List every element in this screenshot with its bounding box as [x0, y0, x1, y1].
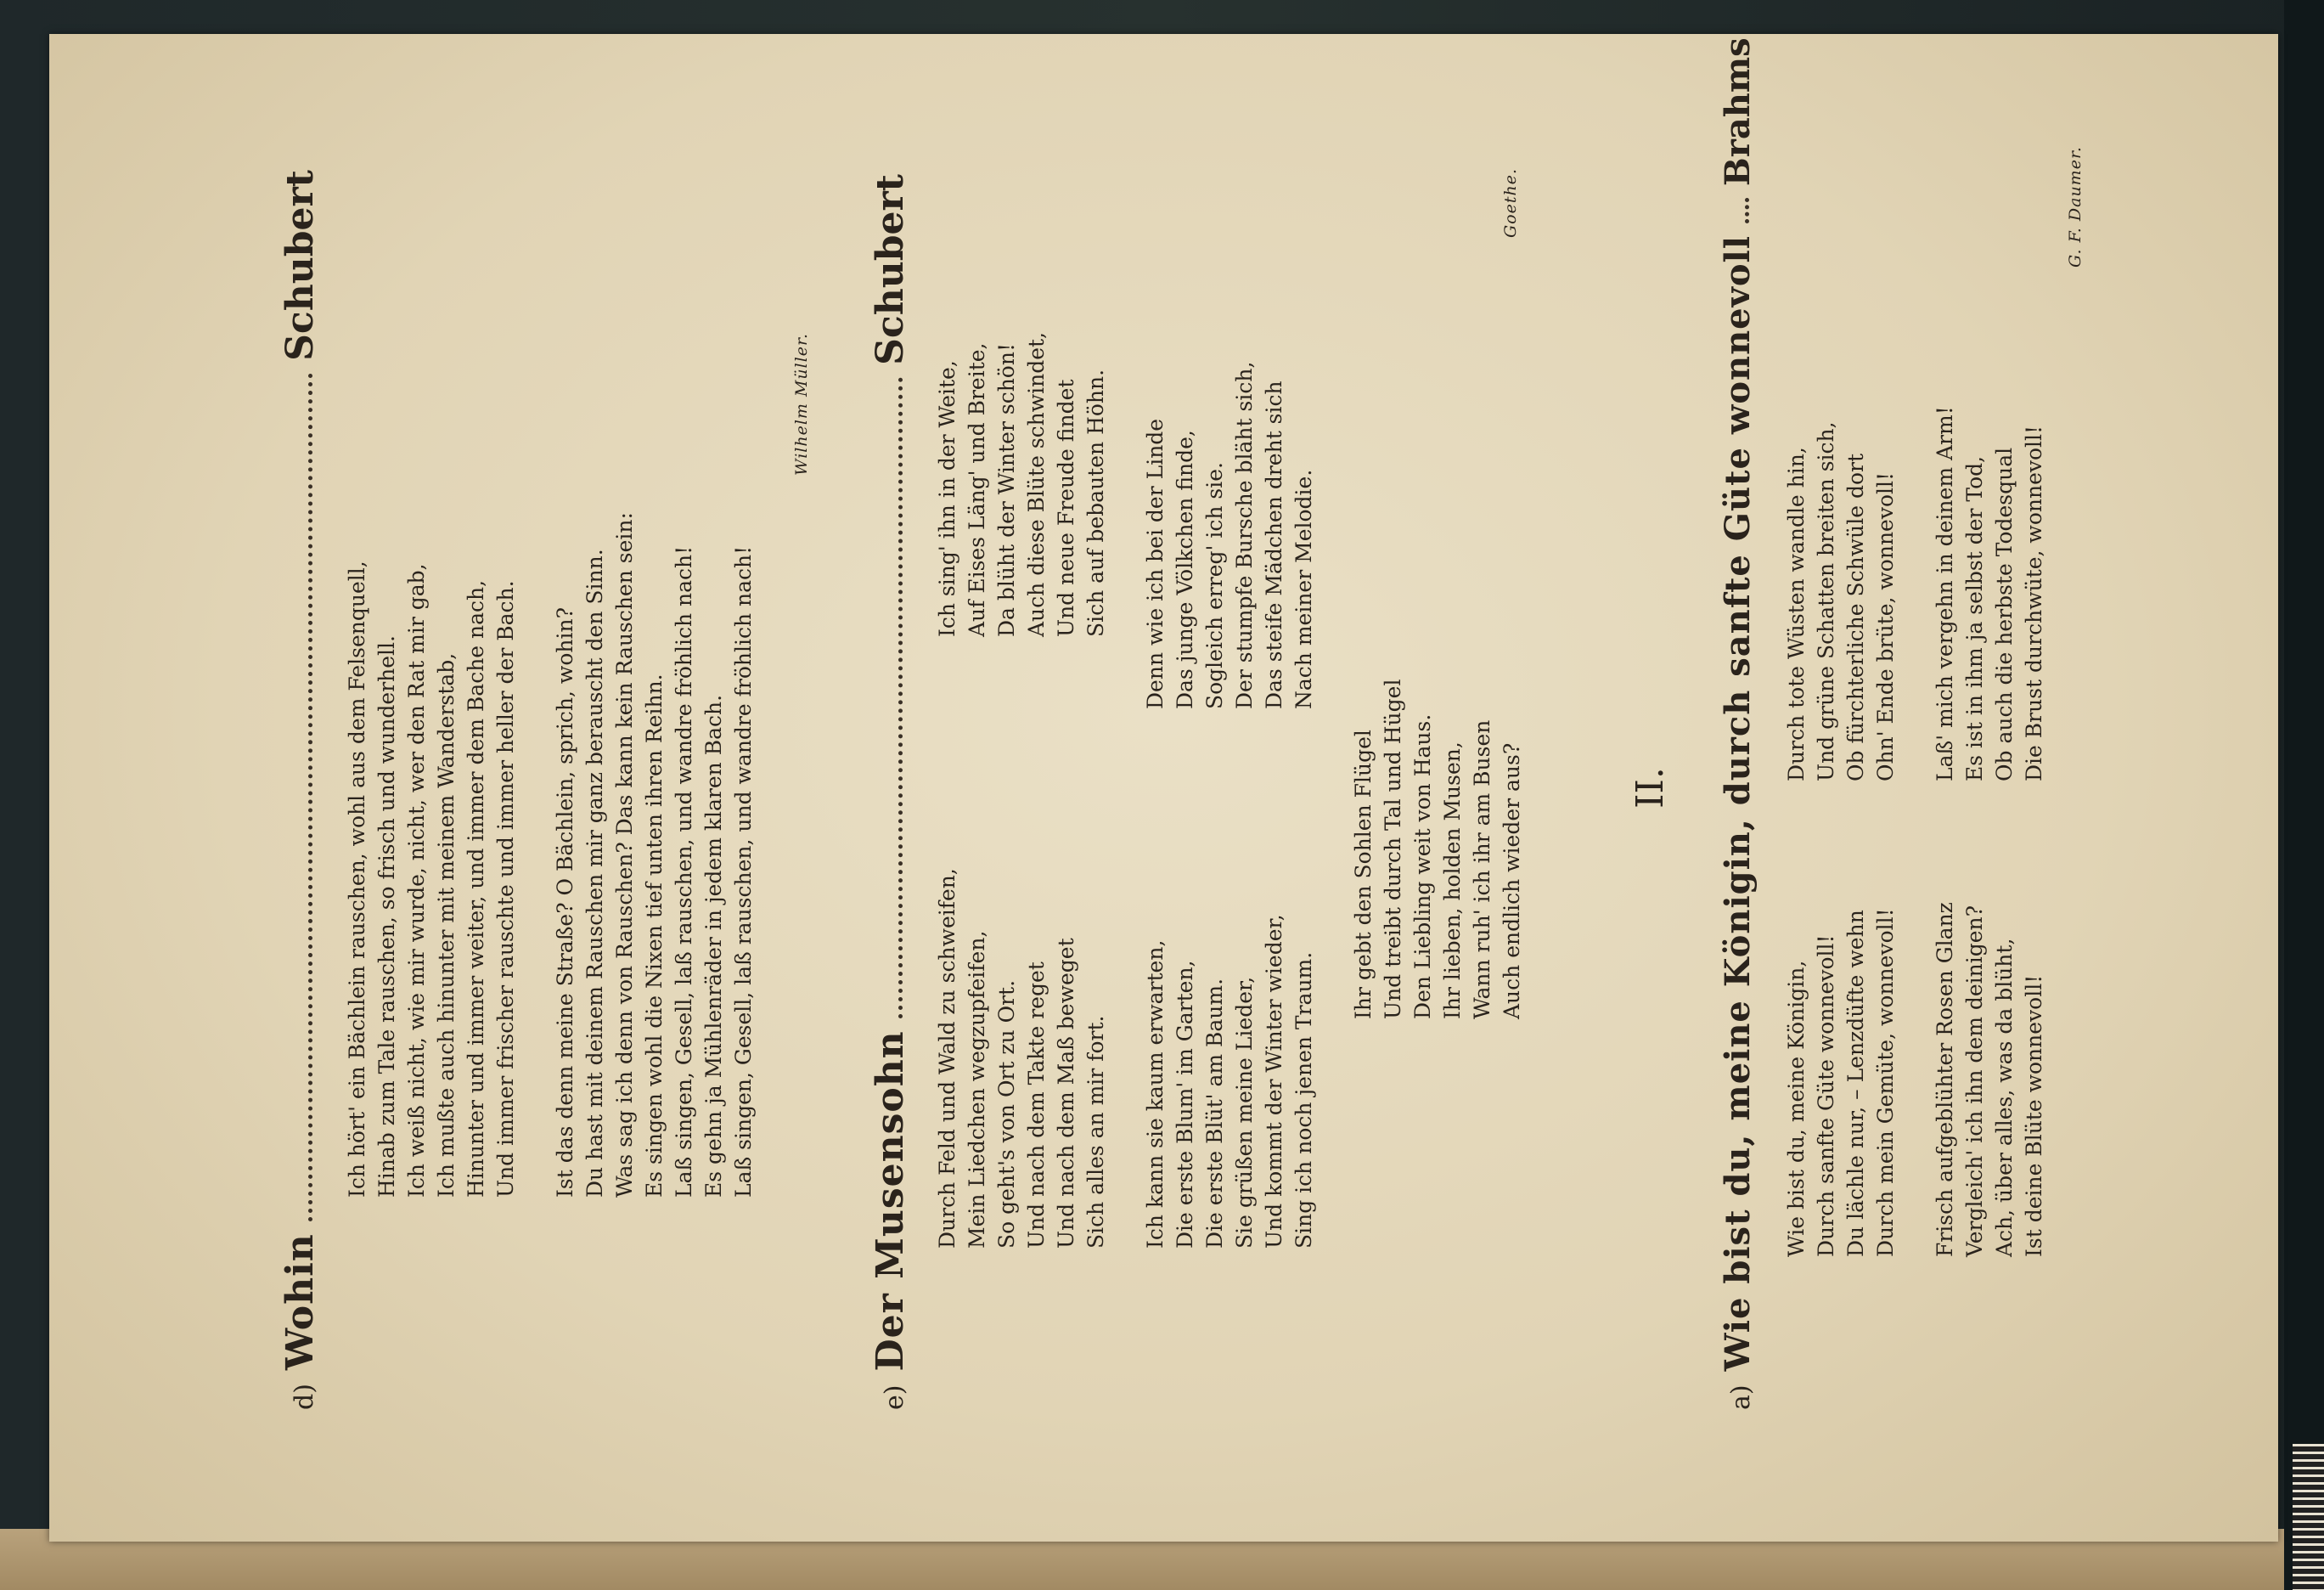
verse-line: Und neue Freude findet — [1054, 379, 1078, 637]
song-d-letter: d) — [290, 1384, 319, 1410]
verse-line: Auch endlich wieder aus? — [1500, 742, 1524, 1019]
verse-line: Die erste Blüt' am Baum. — [1202, 978, 1227, 1249]
verse-line: Den Liebling weit von Haus. — [1410, 713, 1435, 1019]
song-d-leader-dots — [308, 373, 312, 1221]
verse-line: Auch diese Blüte schwindet, — [1024, 331, 1049, 637]
verse-line: Und nach dem Maß beweget — [1054, 938, 1078, 1249]
verse-line: Sie grüßen meine Lieder, — [1232, 976, 1257, 1249]
rotated-page-content — [49, 34, 2278, 1542]
song-e-heading — [869, 34, 912, 1542]
verse-line: Du hast mit deinem Rauschen mir ganz berauscht den Sinn. — [582, 549, 607, 1198]
verse-line: Und grüne Schatten breiten sich, — [1814, 421, 1838, 781]
dark-edge — [2284, 0, 2324, 1590]
verse-line: Frisch aufgeblühter Rosen Glanz — [1933, 902, 1957, 1257]
verse-line: Ob fürchterliche Schwüle dort — [1843, 454, 1868, 781]
song-d-heading — [279, 34, 322, 1542]
song-a-stanza-1 — [1781, 908, 1900, 1257]
song-a-heading — [1718, 34, 1758, 1542]
song-a-stanza-4 — [1930, 406, 2049, 781]
verse-line: Der stumpfe Bursche bläht sich, — [1232, 361, 1257, 709]
song-d-stanza-2 — [550, 512, 758, 1198]
verse-line: Es gehn ja Mühlenräder in jedem klaren Bach. — [701, 694, 726, 1198]
song-e-stanza-1 — [932, 868, 1111, 1249]
verse-line: Ob auch die herbste Todesqual — [1992, 447, 2017, 781]
verse-line: Ihr lieben, holden Musen, — [1440, 741, 1465, 1019]
song-e-stanza-5 — [1348, 679, 1527, 1019]
verse-line: So geht's von Ort zu Ort. — [994, 979, 1019, 1249]
song-d-author: Wilhelm Müller. — [792, 332, 811, 476]
verse-line: Laß' mich vergehn in deinem Arm! — [1933, 406, 1957, 781]
verse-line: Es singen wohl die Nixen tief unten ihren Reihn. — [642, 674, 667, 1198]
verse-line: Sich auf bebauten Höhn. — [1083, 369, 1108, 637]
verse-line: Ich weiß nicht, wie mir wurde, nicht, wer den Rat mir gab, — [404, 563, 429, 1198]
verse-line: Nach meiner Melodie. — [1291, 469, 1316, 709]
song-a-composer: Brahms — [1718, 37, 1758, 187]
verse-line: Du lächle nur, – Lenzdüfte wehn — [1843, 910, 1868, 1257]
verse-line: Ach, über alles, was da blüht, — [1992, 938, 2017, 1257]
song-d-title: Wohin — [279, 1233, 322, 1371]
song-d-stanza-1 — [342, 561, 521, 1198]
verse-line: Hinunter und immer weiter, und immer dem Bache nach, — [464, 579, 488, 1198]
song-e-composer: Schubert — [869, 174, 912, 365]
verse-line: Ihr gebt den Sohlen Flügel — [1351, 730, 1376, 1019]
verse-line: Ich hört' ein Bächlein rauschen, wohl aus dem Felsenquell, — [345, 561, 369, 1198]
song-e-leader-dots — [898, 377, 903, 1019]
song-a-letter: a) — [1726, 1384, 1756, 1410]
verse-line: Die Brust durchwüte, wonnevoll! — [2022, 425, 2046, 781]
song-e-author: Goethe. — [1501, 167, 1520, 238]
verse-line: Ist deine Blüte wonnevoll! — [2022, 974, 2046, 1257]
verse-line: Das steife Mädchen dreht sich — [1262, 381, 1286, 709]
verse-line: Es ist in ihm ja selbst der Tod, — [1962, 455, 1987, 781]
verse-line: Die erste Blum' im Garten, — [1173, 960, 1197, 1249]
verse-line: Und treibt durch Tal und Hügel — [1381, 679, 1405, 1019]
verse-line: Laß singen, Gesell, laß rauschen, und wandre fröhlich nach! — [731, 545, 756, 1198]
verse-line: Und immer frischer rauschte und immer heller der Bach. — [493, 580, 518, 1198]
verse-line: Ich mußte auch hinunter mit meinem Wanderstab, — [434, 652, 459, 1198]
verse-line: Durch sanfte Güte wonnevoll! — [1814, 934, 1838, 1257]
verse-line: Ich kann sie kaum erwarten, — [1143, 939, 1168, 1249]
verse-line: Ist das denn meine Straße? O Bächlein, sprich, wohin? — [553, 607, 577, 1198]
verse-line: Ich sing' ihn in der Weite, — [935, 360, 959, 637]
song-d-composer: Schubert — [279, 170, 322, 361]
verse-line: Da blüht der Winter schön! — [994, 342, 1019, 637]
verse-line: Ohn' Ende brüte, wonnevoll! — [1873, 471, 1898, 781]
verse-line: Vergleich' ich ihn dem deinigen? — [1962, 905, 1987, 1257]
verse-line: Denn wie ich bei der Linde — [1143, 418, 1168, 709]
verse-line: Auf Eises Läng' und Breite, — [965, 342, 989, 637]
program-page — [49, 34, 2278, 1542]
song-e-letter: e) — [880, 1384, 909, 1410]
verse-line: Mein Liedchen wegzupfeifen, — [965, 930, 989, 1249]
song-a-stanza-3 — [1930, 902, 2049, 1257]
verse-line: Und nach dem Takte reget — [1024, 961, 1049, 1249]
song-a-author: G. F. Daumer. — [2066, 146, 2085, 268]
song-e-stanza-2 — [1140, 914, 1319, 1249]
song-e-title: Der Musensohn — [869, 1030, 912, 1372]
verse-line: Hinab zum Tale rauschen, so frisch und wunderhell. — [374, 635, 399, 1198]
verse-line: Das junge Völkchen finde, — [1173, 430, 1197, 709]
verse-line: Was sag ich denn von Rauschen? Das kann kein Rauschen sein: — [612, 512, 637, 1198]
song-e-stanza-4 — [1140, 362, 1319, 709]
verse-line: Sogleich erreg' ich sie. — [1202, 462, 1227, 709]
verse-line: Durch mein Gemüte, wonnevoll! — [1873, 908, 1898, 1257]
verse-line: Sich alles an mir fort. — [1083, 1015, 1108, 1249]
song-e-stanza-3 — [932, 332, 1111, 637]
verse-line: Wie bist du, meine Königin, — [1784, 960, 1809, 1257]
part-two-heading: II. — [1629, 767, 1672, 809]
song-a-stanza-2 — [1781, 421, 1900, 781]
verse-line: Durch Feld und Wald zu schweifen, — [935, 868, 959, 1249]
song-a-title: Wie bist du, meine Königin, durch sanfte Güte wonnevoll — [1718, 235, 1758, 1372]
verse-line: Laß singen, Gesell, laß rauschen, und wandre fröhlich nach! — [672, 545, 696, 1198]
verse-line: Durch tote Wüsten wandle hin, — [1784, 447, 1809, 781]
measuring-rule — [2293, 1444, 2324, 1590]
song-a-leader-dots — [1745, 198, 1749, 223]
verse-line: Wann ruh' ich ihr am Busen — [1470, 719, 1494, 1019]
verse-line: Und kommt der Winter wieder, — [1262, 914, 1286, 1249]
verse-line: Sing ich noch jenen Traum. — [1291, 951, 1316, 1249]
